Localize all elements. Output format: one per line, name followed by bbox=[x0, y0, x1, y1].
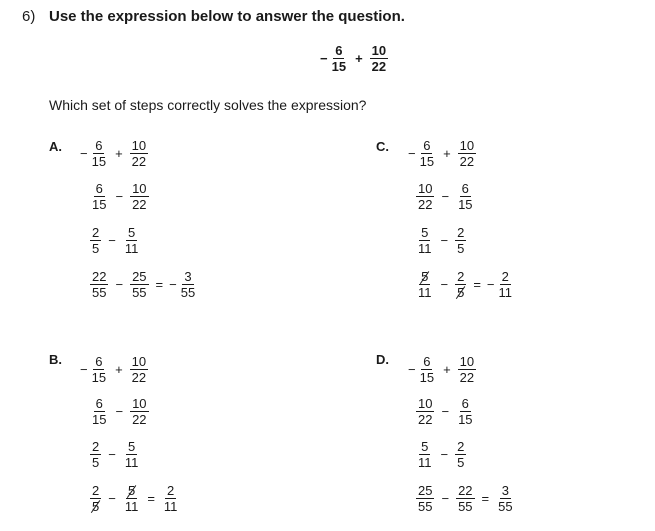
fraction bbox=[416, 484, 434, 513]
fraction bbox=[456, 182, 474, 211]
operator: − bbox=[440, 277, 449, 292]
denominator: 15 bbox=[91, 370, 107, 385]
denominator: 5 bbox=[92, 455, 100, 470]
numerator: 2 bbox=[457, 225, 465, 240]
fraction bbox=[90, 270, 108, 299]
numerator: 25 bbox=[418, 483, 433, 498]
numerator: 6 bbox=[461, 181, 469, 196]
denominator: 55 bbox=[92, 285, 107, 300]
option-a-step-4 bbox=[89, 270, 198, 299]
numerator: 2 bbox=[167, 483, 175, 498]
numerator: 22 bbox=[458, 483, 473, 498]
denominator: 15 bbox=[92, 412, 107, 427]
given-expression bbox=[320, 44, 389, 73]
operator: − bbox=[108, 447, 116, 462]
operator: − bbox=[108, 233, 116, 248]
option-d-label[interactable]: D. bbox=[376, 352, 389, 367]
fraction bbox=[130, 182, 148, 211]
denominator: 22 bbox=[132, 412, 147, 427]
denominator: 11 bbox=[498, 285, 513, 300]
denominator: 55 bbox=[180, 285, 196, 300]
numerator: 10 bbox=[131, 354, 147, 369]
numerator: 6 bbox=[95, 181, 103, 196]
denominator: 11 bbox=[418, 455, 432, 470]
denominator: 15 bbox=[419, 154, 435, 169]
fraction bbox=[370, 44, 388, 73]
option-b-step-1 bbox=[80, 355, 149, 384]
numerator: 5 bbox=[421, 225, 429, 240]
fraction bbox=[130, 139, 148, 168]
operator: + bbox=[443, 146, 451, 161]
fraction bbox=[416, 397, 434, 426]
numerator: 6 bbox=[461, 396, 469, 411]
numerator: 10 bbox=[459, 354, 475, 369]
denominator: 11 bbox=[124, 455, 139, 470]
denominator: 22 bbox=[418, 197, 433, 212]
denominator: 11 bbox=[418, 241, 432, 256]
option-c-step-4 bbox=[415, 270, 515, 299]
fraction bbox=[496, 484, 514, 513]
denominator: 5 bbox=[457, 241, 465, 256]
operator: − bbox=[440, 447, 449, 462]
denominator: 22 bbox=[132, 197, 147, 212]
equals-sign: = bbox=[155, 277, 164, 292]
option-b-step-4 bbox=[89, 484, 180, 513]
denominator: 15 bbox=[458, 197, 473, 212]
numerator: 2 bbox=[457, 269, 465, 284]
operator: − bbox=[115, 189, 124, 204]
denominator: 22 bbox=[459, 154, 475, 169]
minus-sign: − bbox=[408, 362, 416, 377]
option-d-step-1 bbox=[408, 355, 477, 384]
numerator: 3 bbox=[501, 483, 509, 498]
equals-sign: = bbox=[147, 491, 155, 506]
fraction bbox=[456, 397, 474, 426]
numerator: 6 bbox=[335, 43, 343, 58]
option-a-step-2 bbox=[89, 182, 150, 211]
numerator: 10 bbox=[418, 181, 433, 196]
denominator: 55 bbox=[498, 499, 513, 514]
denominator: 5 bbox=[457, 285, 465, 300]
fraction bbox=[130, 355, 148, 384]
numerator: 3 bbox=[184, 269, 192, 284]
operator: − bbox=[115, 277, 124, 292]
fraction bbox=[123, 226, 141, 255]
numerator: 6 bbox=[95, 396, 103, 411]
numerator: 10 bbox=[132, 181, 147, 196]
fraction bbox=[416, 182, 434, 211]
minus-sign: − bbox=[169, 277, 177, 292]
numerator: 25 bbox=[132, 269, 147, 284]
option-b-step-3 bbox=[89, 440, 141, 469]
fraction bbox=[330, 44, 348, 73]
denominator: 22 bbox=[459, 370, 475, 385]
option-b-step-2 bbox=[89, 397, 150, 426]
denominator: 15 bbox=[91, 154, 107, 169]
denominator: 5 bbox=[92, 499, 100, 514]
operator: + bbox=[115, 362, 123, 377]
option-d-step-4 bbox=[415, 484, 516, 513]
numerator: 10 bbox=[132, 396, 147, 411]
fraction bbox=[90, 440, 101, 469]
fraction bbox=[90, 355, 108, 384]
denominator: 15 bbox=[92, 197, 107, 212]
minus-sign: − bbox=[80, 146, 88, 161]
fraction bbox=[130, 270, 148, 299]
minus-sign: − bbox=[486, 277, 495, 292]
fraction bbox=[123, 484, 141, 513]
denominator: 55 bbox=[132, 285, 147, 300]
denominator: 5 bbox=[92, 241, 100, 256]
fraction bbox=[90, 139, 108, 168]
option-d-step-3 bbox=[415, 440, 467, 469]
fraction bbox=[458, 139, 476, 168]
fraction bbox=[90, 182, 108, 211]
denominator: 15 bbox=[419, 370, 435, 385]
fraction bbox=[458, 355, 476, 384]
numerator: 10 bbox=[371, 43, 387, 58]
option-b-label[interactable]: B. bbox=[49, 352, 62, 367]
numerator: 10 bbox=[459, 138, 475, 153]
denominator: 15 bbox=[331, 59, 347, 74]
numerator: 5 bbox=[127, 225, 136, 240]
fraction bbox=[416, 226, 434, 255]
numerator: 22 bbox=[92, 269, 107, 284]
numerator: 6 bbox=[95, 354, 103, 369]
numerator: 5 bbox=[421, 439, 429, 454]
numerator: 2 bbox=[457, 439, 465, 454]
option-a-label[interactable]: A. bbox=[49, 139, 62, 154]
denominator: 22 bbox=[131, 154, 147, 169]
denominator: 22 bbox=[371, 59, 387, 74]
fraction bbox=[130, 397, 148, 426]
question-sub-prompt: Which set of steps correctly solves the expression? bbox=[49, 97, 367, 113]
denominator: 11 bbox=[124, 499, 139, 514]
denominator: 11 bbox=[163, 499, 178, 514]
numerator: 5 bbox=[127, 483, 136, 498]
numerator: 10 bbox=[418, 396, 433, 411]
question-prompt: Use the expression below to answer the question. bbox=[49, 8, 405, 25]
option-c-step-3 bbox=[415, 226, 467, 255]
numerator: 10 bbox=[131, 138, 147, 153]
fraction bbox=[455, 226, 466, 255]
numerator: 2 bbox=[92, 439, 100, 454]
operator: − bbox=[440, 233, 449, 248]
fraction bbox=[416, 270, 434, 299]
operator: − bbox=[441, 189, 450, 204]
option-a-step-3 bbox=[89, 226, 141, 255]
operator: + bbox=[355, 51, 363, 66]
fraction bbox=[162, 484, 180, 513]
numerator: 2 bbox=[92, 483, 100, 498]
denominator: 5 bbox=[457, 455, 465, 470]
numerator: 2 bbox=[92, 225, 100, 240]
option-c-step-2 bbox=[415, 182, 476, 211]
option-a-step-1 bbox=[80, 139, 149, 168]
minus-sign: − bbox=[408, 146, 416, 161]
fraction bbox=[90, 226, 101, 255]
denominator: 11 bbox=[418, 285, 432, 300]
numerator: 6 bbox=[95, 138, 103, 153]
option-d-step-2 bbox=[415, 397, 476, 426]
numerator: 2 bbox=[501, 269, 509, 284]
equals-sign: = bbox=[473, 277, 481, 292]
fraction bbox=[416, 440, 434, 469]
option-c-label[interactable]: C. bbox=[376, 139, 389, 154]
numerator: 5 bbox=[421, 269, 429, 284]
fraction bbox=[418, 139, 436, 168]
fraction bbox=[123, 440, 141, 469]
operator: + bbox=[115, 146, 123, 161]
operator: + bbox=[443, 362, 451, 377]
fraction bbox=[90, 484, 101, 513]
denominator: 22 bbox=[418, 412, 433, 427]
minus-sign: − bbox=[320, 51, 328, 66]
operator: − bbox=[115, 404, 124, 419]
operator: − bbox=[441, 491, 450, 506]
fraction bbox=[90, 397, 108, 426]
fraction bbox=[497, 270, 515, 299]
operator: − bbox=[108, 491, 116, 506]
numerator: 6 bbox=[423, 138, 431, 153]
denominator: 11 bbox=[124, 241, 139, 256]
numerator: 6 bbox=[423, 354, 431, 369]
equals-sign: = bbox=[481, 491, 490, 506]
numerator: 5 bbox=[127, 439, 136, 454]
fraction bbox=[456, 484, 474, 513]
option-c-step-1 bbox=[408, 139, 477, 168]
minus-sign: − bbox=[80, 362, 88, 377]
denominator: 15 bbox=[458, 412, 473, 427]
fraction bbox=[455, 270, 466, 299]
fraction bbox=[455, 440, 466, 469]
fraction bbox=[418, 355, 436, 384]
denominator: 22 bbox=[131, 370, 147, 385]
denominator: 55 bbox=[458, 499, 473, 514]
operator: − bbox=[441, 404, 450, 419]
denominator: 55 bbox=[418, 499, 433, 514]
question-number: 6) bbox=[22, 8, 36, 25]
fraction bbox=[179, 270, 197, 299]
